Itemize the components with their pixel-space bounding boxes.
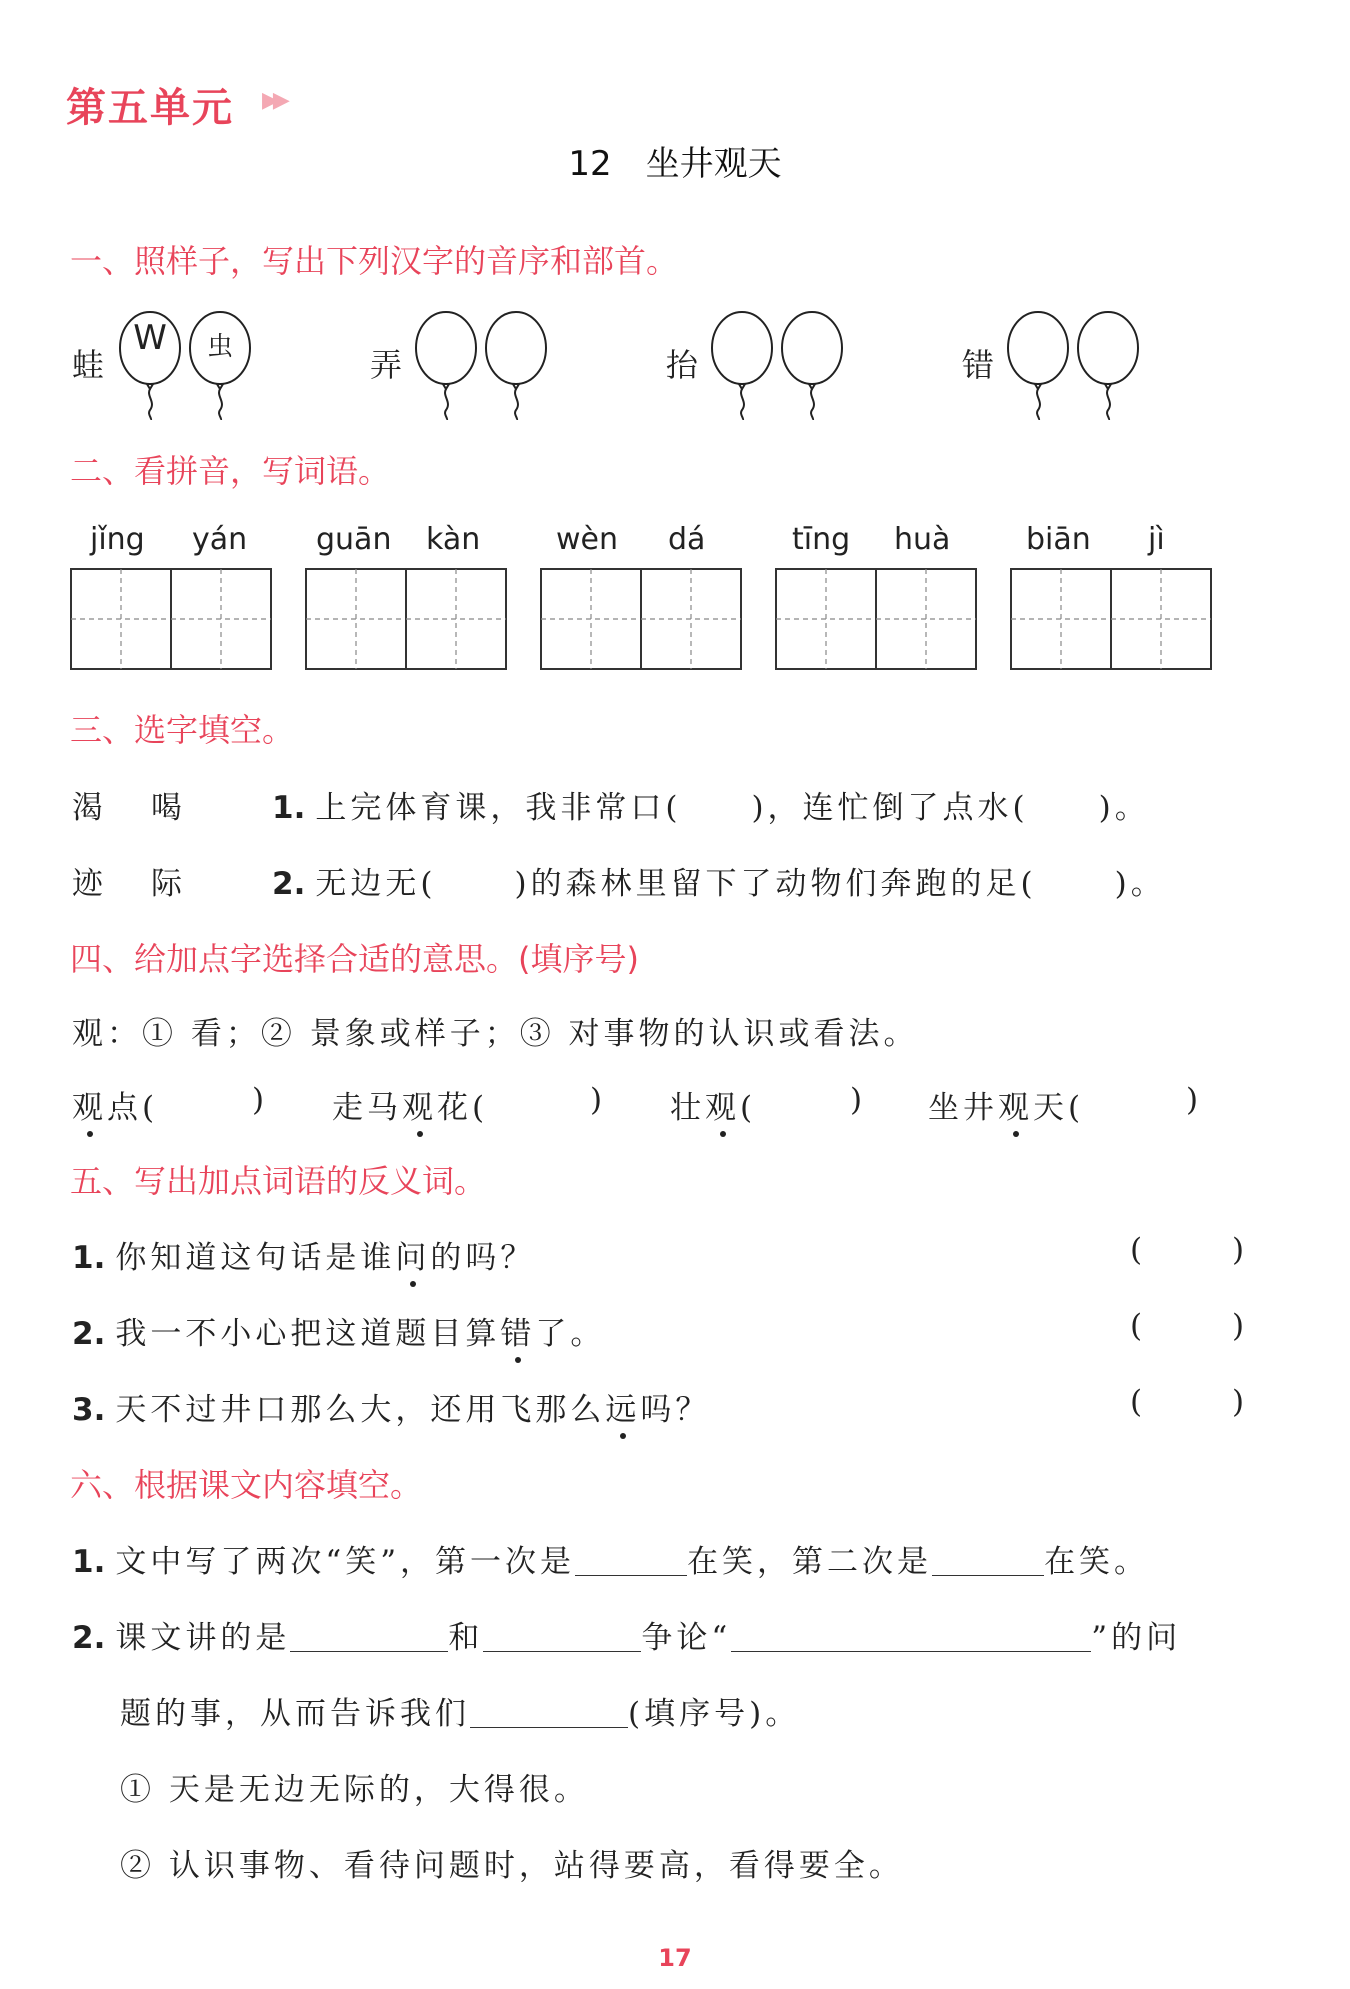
word-part: 走马: [332, 1090, 402, 1126]
answer-blank[interactable]: [470, 1696, 628, 1728]
section6-heading: 六、根据课文内容填空。: [70, 1466, 423, 1504]
pinyin: jì: [1148, 522, 1165, 557]
pinyin: biān: [1026, 522, 1091, 557]
close-paren: ): [850, 1082, 863, 1118]
question-text: 我一不小心把这道题目算: [115, 1316, 501, 1352]
question-text: (填序号)。: [628, 1696, 801, 1732]
example-radical: 虫: [206, 332, 233, 362]
close-paren: ): [590, 1082, 603, 1118]
choice-chars-1: [72, 782, 186, 827]
lesson-number: 12: [568, 144, 612, 184]
question-text: 吗？: [640, 1392, 711, 1428]
question-text: )。: [1114, 866, 1166, 902]
page-number: 17: [658, 1944, 692, 1972]
lesson-title-text: 坐井观天: [645, 144, 782, 184]
open-paren: (: [1130, 1384, 1143, 1420]
unit-label: 第五单元: [66, 85, 234, 131]
question-text: 你知道这句话是谁: [115, 1240, 396, 1276]
question-number: 2.: [72, 1316, 106, 1352]
dotted-word-3: [670, 1082, 756, 1127]
example-letter: W: [133, 318, 167, 358]
dotted-char: 观: [705, 1082, 740, 1127]
word-part: (: [740, 1090, 757, 1126]
balloon-icon[interactable]: [1008, 312, 1068, 420]
question-number: 3.: [72, 1392, 106, 1428]
option-1: ① 天是无边无际的，大得很。: [120, 1772, 589, 1808]
pinyin: tīng: [792, 522, 851, 557]
fill-question-6-1: [72, 1536, 1149, 1581]
section3-heading: 三、选字填空。: [70, 711, 295, 749]
question-text: 无边无(: [315, 866, 437, 902]
char-1: 蛙: [72, 346, 105, 384]
dotted-char: 远: [605, 1384, 640, 1429]
close-paren: ): [1232, 1384, 1245, 1420]
question-text: 天不过井口那么大，还用飞那么: [115, 1392, 606, 1428]
dotted-word-2: [332, 1082, 488, 1127]
question-text: 文中写了两次“笑”，第一次是: [115, 1544, 576, 1580]
grid-word-4[interactable]: [776, 569, 976, 669]
choice-char: 迹: [72, 866, 107, 902]
section5-heading: 五、写出加点词语的反义词。: [70, 1162, 487, 1200]
choice-char: 喝: [151, 790, 186, 826]
section2-heading: 二、看拼音，写词语。: [70, 452, 391, 490]
balloon-icon[interactable]: [1078, 312, 1138, 420]
section4-heading: 四、给加点字选择合适的意思。(填序号): [70, 940, 639, 978]
answer-blank[interactable]: [731, 1620, 1091, 1652]
open-paren: (: [1130, 1308, 1143, 1344]
question-text: )。: [1098, 790, 1150, 826]
question-text: 上完体育课，我非常口(: [315, 790, 682, 826]
fill-question-2: [272, 858, 1166, 903]
grid-word-1[interactable]: [71, 569, 271, 669]
question-text: ”的问: [1091, 1620, 1182, 1656]
question-number: 1.: [272, 790, 306, 826]
question-text: 题的事，从而告诉我们: [120, 1696, 470, 1732]
fill-question-6-2: [72, 1612, 1181, 1657]
question-text: )，连忙倒了点水(: [751, 790, 1029, 826]
dotted-char: 错: [500, 1308, 535, 1353]
dotted-char: 观: [72, 1082, 107, 1127]
pinyin: huà: [894, 522, 951, 557]
question-text: 课文讲的是: [115, 1620, 291, 1656]
dotted-char: 观: [402, 1082, 437, 1127]
antonym-question-1: [72, 1232, 535, 1277]
word-part: 壮: [670, 1090, 705, 1126]
balloon-icon[interactable]: [712, 312, 772, 420]
close-paren: ): [1232, 1308, 1245, 1344]
word-part: 天(: [1033, 1090, 1085, 1126]
question-text: )的森林里留下了动物们奔跑的足(: [514, 866, 1037, 902]
pinyin: jǐng: [90, 522, 145, 557]
open-paren: (: [1130, 1232, 1143, 1268]
question-text: 和: [448, 1620, 484, 1656]
dotted-word-4: [928, 1082, 1084, 1127]
section1-heading: 一、照样子，写出下列汉字的音序和部首。: [70, 242, 679, 280]
close-paren: ): [1232, 1232, 1245, 1268]
question-number: 2.: [272, 866, 306, 902]
answer-blank[interactable]: [932, 1544, 1044, 1576]
lesson-title: [0, 136, 1350, 185]
char-3: 抬: [666, 346, 699, 384]
question-number: 1.: [72, 1544, 106, 1580]
answer-blank[interactable]: [575, 1544, 687, 1576]
answer-blank[interactable]: [290, 1620, 448, 1652]
option-2: ② 认识事物、看待问题时，站得要高，看得要全。: [120, 1848, 904, 1884]
antonym-question-3: [72, 1384, 710, 1429]
close-paren: ): [1186, 1082, 1199, 1118]
grid-word-3[interactable]: [541, 569, 741, 669]
balloon-icon[interactable]: [486, 312, 546, 420]
choice-char: 渴: [72, 790, 107, 826]
antonym-question-2: [72, 1308, 605, 1353]
pinyin: guān: [316, 522, 392, 557]
question-text: 在笑，第二次是: [687, 1544, 933, 1580]
balloon-pair-2[interactable]: [406, 310, 556, 420]
choice-chars-2: [72, 858, 186, 903]
dotted-char: 问: [395, 1232, 430, 1277]
pinyin: kàn: [426, 522, 481, 557]
question-text: 在笑。: [1044, 1544, 1150, 1580]
word-part: 点(: [107, 1090, 159, 1126]
balloon-pair-3[interactable]: [702, 310, 852, 420]
question-text: 争论“: [641, 1620, 732, 1656]
choice-char: 际: [151, 866, 186, 902]
double-arrow-icon: ▶▶: [262, 88, 284, 113]
balloon-pair-4[interactable]: [998, 310, 1148, 420]
meaning-list: 观：① 看；② 景象或样子；③ 对事物的认识或看法。: [72, 1016, 919, 1052]
balloon-icon[interactable]: [416, 312, 476, 420]
grid-word-5[interactable]: [1011, 569, 1211, 669]
balloon-icon[interactable]: [782, 312, 842, 420]
pinyin: wèn: [556, 522, 619, 557]
char-2: 弄: [370, 346, 403, 384]
pinyin: yán: [192, 522, 248, 557]
answer-blank[interactable]: [483, 1620, 641, 1652]
pinyin: dá: [668, 522, 706, 557]
dotted-word-1: [72, 1082, 158, 1127]
question-text: 了。: [535, 1316, 606, 1352]
question-text: 的吗？: [430, 1240, 536, 1276]
writing-grids: [70, 568, 1220, 670]
question-number: 2.: [72, 1620, 106, 1656]
grid-word-2[interactable]: [306, 569, 506, 669]
word-part: 花(: [437, 1090, 489, 1126]
word-part: 坐井: [928, 1090, 998, 1126]
fill-question-1: [272, 782, 1150, 827]
fill-question-6-2-cont: [120, 1688, 800, 1733]
close-paren: ): [252, 1082, 265, 1118]
char-4: 错: [962, 346, 995, 384]
dotted-char: 观: [998, 1082, 1033, 1127]
question-number: 1.: [72, 1240, 106, 1276]
